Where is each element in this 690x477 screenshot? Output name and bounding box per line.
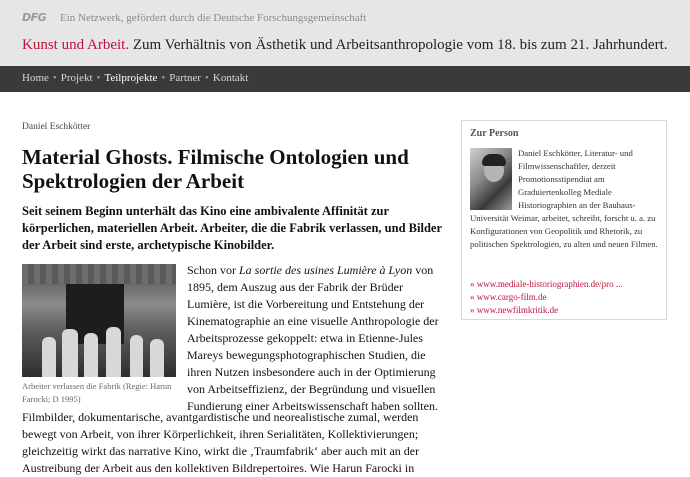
nav-separator: • xyxy=(161,72,166,84)
portrait-hair xyxy=(482,154,506,166)
nav-item-projekt[interactable]: Projekt xyxy=(60,72,93,84)
link-bullet: » xyxy=(470,292,475,302)
nav-separator: • xyxy=(96,72,101,84)
image-figure xyxy=(106,327,121,377)
image-figure xyxy=(84,333,98,377)
main-navigation xyxy=(0,66,690,92)
image-figure xyxy=(62,329,78,377)
site-title[interactable] xyxy=(22,37,668,54)
image-figure xyxy=(150,339,164,377)
nav-item-home[interactable]: Home xyxy=(22,72,49,84)
paragraph-text: von 1895, dem Auszug aus der Fabrik der Brüder Lumière, ist die Vorbereitung und Entstehung der Kinematographie an eine visuelle Anthropologie der Arbeitsprozesse gekoppelt: etwa in Etienne-Jules Mareys bewegungsphotographischen Studien, die ihren Nutzen insbesondere auch in der Optimierung von Arbeitseffizienz, der Begründung und visuellen Fundierung einer Arbeitswissenschaft haben sollten. xyxy=(187,263,439,413)
nav-item-teilprojekte[interactable]: Teilprojekte xyxy=(104,72,158,84)
link-cargo-film[interactable]: www.cargo-film.de xyxy=(476,292,547,302)
article-author: Daniel Eschkötter xyxy=(22,122,91,132)
nav-separator: • xyxy=(52,72,57,84)
article-image[interactable] xyxy=(22,264,176,377)
article-paragraph-1 xyxy=(187,262,445,415)
article-title: Material Ghosts. Filmische Ontologien und Spektrologien der Arbeit xyxy=(22,145,409,193)
person-sidebar xyxy=(461,120,667,320)
nav-separator: • xyxy=(205,72,209,84)
nav-item-partner[interactable]: Partner xyxy=(169,72,202,84)
site-title-subtitle: Zum Verhältnis von Ästhetik und Arbeitsanthropologie vom 18. bis zum 21. Jahrhundert. xyxy=(132,37,668,53)
author-bio-continued: Universität Weimar, arbeitet, schreibt, forscht u. a. zu Konfigurationen von Geopolitik und Rhetorik, zu politischen Spektrologien, zu alten und neuen Filmen. xyxy=(470,213,658,249)
image-wall xyxy=(22,264,176,284)
link-item xyxy=(470,278,623,291)
link-item xyxy=(470,304,623,317)
author-portrait xyxy=(470,148,512,210)
link-item xyxy=(470,291,623,304)
image-caption: Arbeiter verlassen die Fabrik (Regie: Harun Farocki; D 1995) xyxy=(22,381,172,404)
link-bullet: » xyxy=(470,279,475,289)
paragraph-text: Schon vor xyxy=(187,263,239,277)
author-bio: Daniel Eschkötter, Literatur- und Filmwissenschaftler, derzeit Promotionsstipendiat am Graduiertenkolleg Mediale Historiographien an der Bauhaus- xyxy=(518,148,636,210)
image-figure xyxy=(130,335,143,377)
dfg-tagline: Ein Netzwerk, gefördert durch die Deutsche Forschungsgemeinschaft xyxy=(60,12,367,24)
sidebar-heading: Zur Person xyxy=(470,128,519,139)
link-mediale-historiographien[interactable]: www.mediale-historiographien.de/pro ... xyxy=(476,279,623,289)
film-title: La sortie des usines Lumière à Lyon xyxy=(239,263,413,277)
nav-item-kontakt[interactable]: Kontakt xyxy=(212,72,249,84)
site-title-brand: Kunst und Arbeit. xyxy=(22,37,130,53)
link-newfilmkritik[interactable]: www.newfilmkritik.de xyxy=(476,305,559,315)
sidebar-links xyxy=(470,278,623,317)
article-lead: Seit seinem Beginn unterhält das Kino eine ambivalente Affinität zur körperlichen, materiellen Arbeit. Arbeiter, die die Fabrik verlassen, und Bilder der Arbeit sind erste, archetypische Kinobilder. xyxy=(22,204,442,252)
link-bullet: » xyxy=(470,305,475,315)
article-paragraph-2: Filmbilder, dokumentarische, avantgardistische und neorealistische zumal, werden bewegt von Arbeit, von ihrer Körperlichkeit, ihren Serialitäten, Kollektivierungen; gleichzeitig wirkt das narrative Kino, wirkt die ‚Traumfabrik‘ aber auch mit an der Austreibung der Arbeit aus den kollektiven Bildrepertoires. Wie Harun Farocki in xyxy=(22,410,420,475)
site-header xyxy=(0,0,690,66)
image-figure xyxy=(42,337,56,377)
dfg-logo[interactable]: DFG xyxy=(22,11,47,24)
nav-list xyxy=(22,72,248,84)
